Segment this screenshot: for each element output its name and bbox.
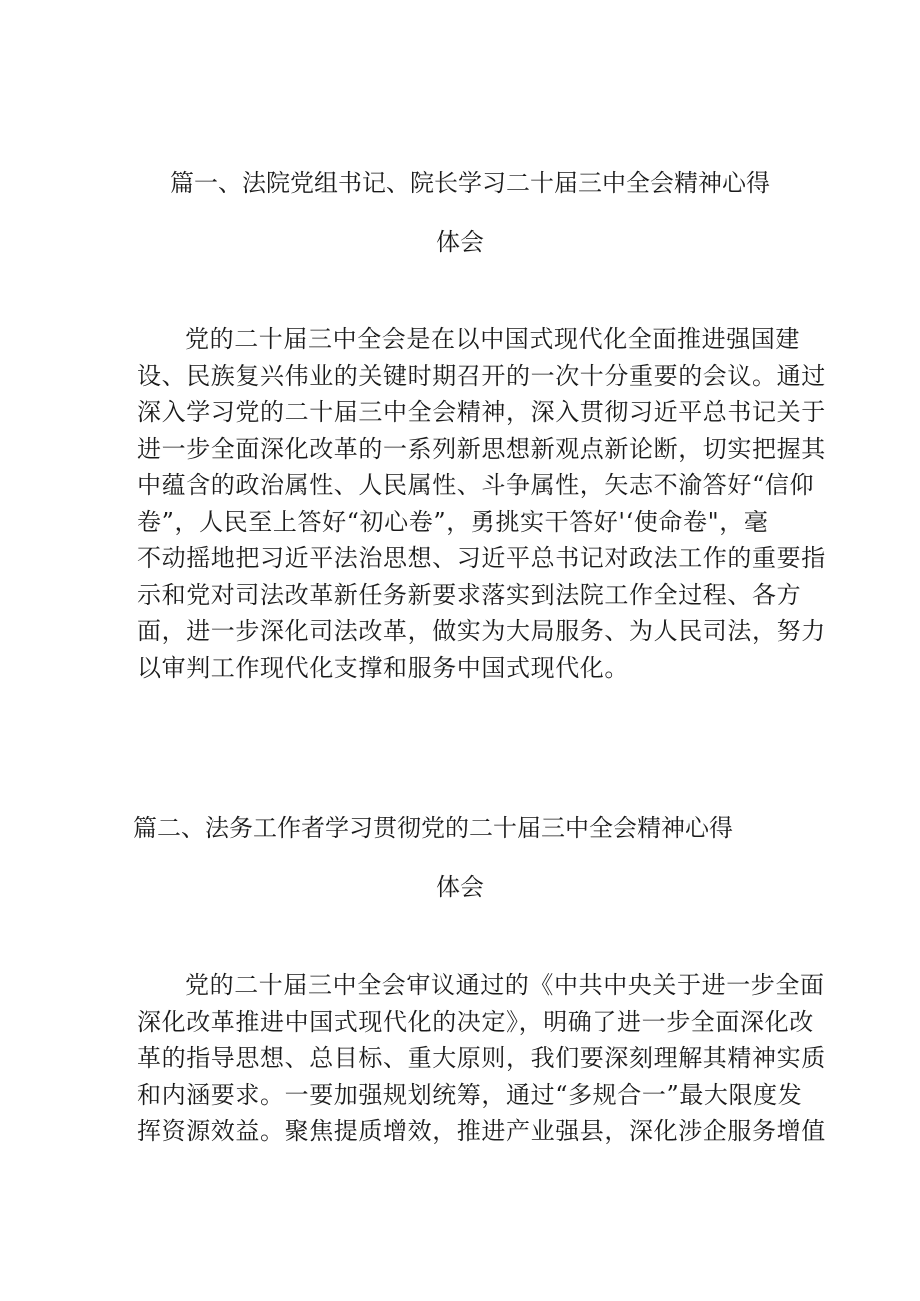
paragraph-line: 卷”，人民至上答好“初心卷”，勇挑实干答好'‘使命卷"，毫 [137, 507, 769, 536]
paragraph-line: 不动摇地把习近平法治思想、习近平总书记对政法工作的重要指 [137, 544, 826, 572]
section2-title-line2: 体会 [436, 873, 484, 901]
paragraph-line: 面，进一步深化司法改革，做实为大局服务、为人民司法，努力 [137, 617, 826, 645]
section1-title-line1: 篇一、法院党组书记、院长学习二十届三中全会精神心得 [170, 169, 770, 197]
paragraph-line: 革的指导思想、总目标、重大原则，我们要深刻理解其精神实质 [137, 1044, 826, 1072]
paragraph-line: 深化改革推进中国式现代化的决定》，明确了进一步全面深化改 [137, 1007, 814, 1036]
paragraph-line: 党的二十届三中全会是在以中国式现代化全面推进强国建 [185, 325, 800, 353]
paragraph-line: 示和党对司法改革新任务新要求落实到法院工作全过程、各方 [137, 580, 802, 609]
section1-title-line2: 体会 [436, 228, 484, 256]
paragraph-line: 党的二十届三中全会审议通过的《中共中央关于进一步全面 [185, 971, 825, 999]
paragraph-line: 设、民族复兴伟业的关键时期召开的一次十分重要的会议。通过 [137, 361, 826, 390]
section1-paragraph [137, 321, 826, 686]
paragraph-line: 挥资源效益。聚焦提质增效，推进产业强县，深化涉企服务增值 [137, 1117, 826, 1145]
section2-paragraph [137, 967, 826, 1150]
section2-title-line1: 篇二、法务工作者学习贯彻党的二十届三中全会精神心得 [133, 814, 733, 842]
paragraph-line: 中蕴含的政治属性、人民属性、斗争属性，矢志不渝答好“信仰 [137, 471, 815, 499]
paragraph-line: 和内涵要求。一要加强规划统筹，通过“多规合一”最大限度发 [137, 1080, 803, 1109]
paragraph-line: 以审判工作现代化支撑和服务中国式现代化。 [137, 653, 629, 682]
paragraph-line: 深入学习党的二十届三中全会精神，深入贯彻习近平总书记关于 [137, 398, 826, 426]
paragraph-line: 进一步全面深化改革的一系列新思想新观点新论断，切实把握其 [137, 434, 826, 463]
